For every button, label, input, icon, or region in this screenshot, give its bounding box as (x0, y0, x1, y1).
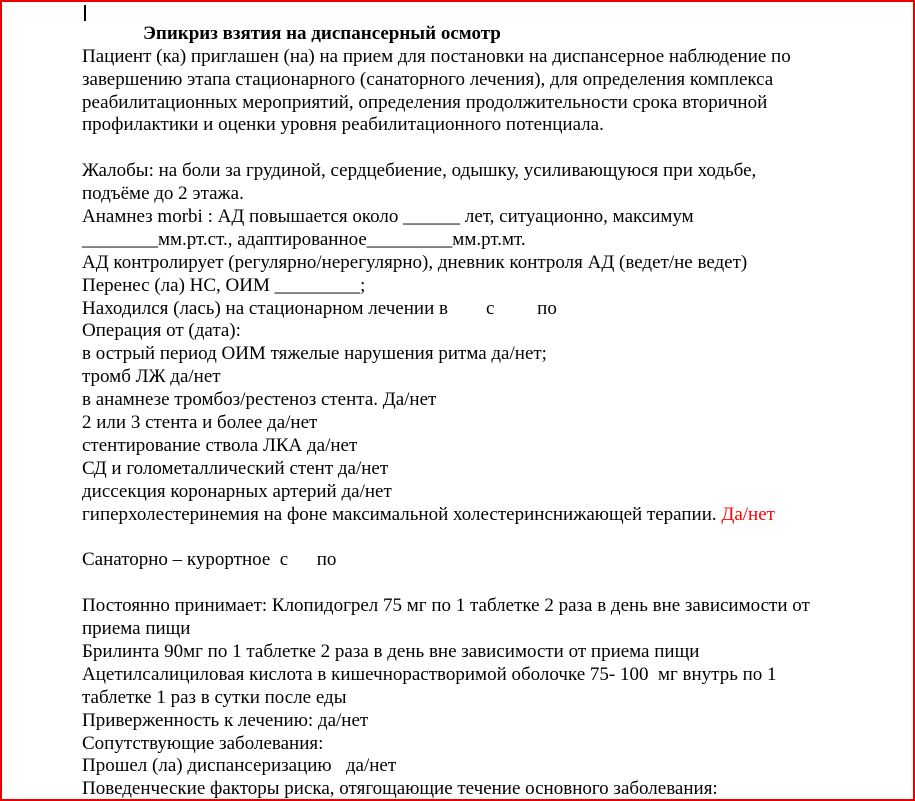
text-line[interactable]: Прошел (ла) диспансеризацию да/нет (82, 755, 397, 777)
text-line[interactable]: Брилинта 90мг по 1 таблетке 2 раза в день вне зависимости от приема пищи (82, 640, 700, 662)
document-title-line[interactable]: Эпикриз взятия на диспансерный осмотр (143, 22, 501, 44)
text-line[interactable]: Сопутствующие заболевания: (82, 732, 324, 754)
text-line[interactable]: таблетке 1 раз в сутки после еды (82, 686, 347, 708)
text-line[interactable]: Постоянно принимает: Клопидогрел 75 мг по 1 таблетке 2 раза в день вне зависимости от (82, 595, 810, 617)
text-line[interactable]: Перенес (ла) НС, ОИМ _________; (82, 274, 366, 296)
text-line[interactable]: приема пищи (82, 618, 191, 640)
text-line[interactable]: подъёме до 2 этажа. (82, 183, 244, 205)
text-line[interactable]: Приверженность к лечению: да/нет (82, 709, 369, 731)
blank-line[interactable] (82, 137, 913, 160)
text-line[interactable]: 2 или 3 стента и более да/нет (82, 412, 318, 434)
text-line[interactable] (82, 504, 913, 527)
text-segment: гиперхолестеринемия на фоне максимальной холестеринснижающей терапии. (82, 503, 722, 525)
text-line[interactable]: диссекция коронарных артерий да/нет (82, 480, 392, 502)
text-line[interactable]: Пациент (ка) приглашен (на) на прием для постановки на диспансерное наблюдение по (82, 45, 791, 67)
highlighted-red-text: Да/нет (721, 503, 775, 525)
text-line[interactable]: профилактики и оценки уровня реабилитационного потенциала. (82, 114, 604, 136)
blank-line[interactable] (82, 2, 913, 23)
text-line[interactable]: СД и голометаллический стент да/нет (82, 457, 389, 479)
blank-line[interactable] (82, 526, 913, 549)
text-line[interactable]: Находился (лась) на стационарном лечении в с по (82, 297, 557, 319)
text-line[interactable]: Ацетилсалициловая кислота в кишечнорастворимой оболочке 75- 100 мг внутрь по 1 (82, 663, 777, 685)
text-line[interactable]: тромб ЛЖ да/нет (82, 366, 221, 388)
text-line[interactable]: АД контролирует (регулярно/нерегулярно), дневник контроля АД (ведет/не ведет) (82, 251, 748, 273)
text-line[interactable]: стентирование ствола ЛКА да/нет (82, 434, 358, 456)
text-line[interactable]: завершению этапа стационарного (санаторного лечения), для определения комплекса (82, 68, 774, 90)
text-line[interactable]: в анамнезе тромбоз/рестеноз стента. Да/нет (82, 389, 437, 411)
text-line[interactable]: Жалобы: на боли за грудиной, сердцебиение, одышку, усиливающуюся при ходьбе, (82, 160, 757, 182)
text-line[interactable]: в острый период ОИМ тяжелые нарушения ритма да/нет; (82, 343, 547, 365)
document-page[interactable] (2, 2, 913, 799)
text-line[interactable]: Анамнез morbi : АД повышается около ______ лет, ситуационно, максимум (82, 206, 694, 228)
text-line[interactable]: Операция от (дата): (82, 320, 241, 342)
text-line[interactable]: реабилитационных мероприятий, определения продолжительности срока вторичной (82, 91, 768, 113)
text-line[interactable]: Санаторно – курортное с по (82, 549, 337, 571)
document-body[interactable] (2, 2, 913, 799)
text-line[interactable]: Поведенческие факторы риска, отягощающие течение основного заболевания: (82, 778, 718, 799)
text-line[interactable]: ________мм.рт.ст., адаптированное_________мм.рт.мт. (82, 228, 526, 250)
blank-line[interactable] (82, 572, 913, 595)
